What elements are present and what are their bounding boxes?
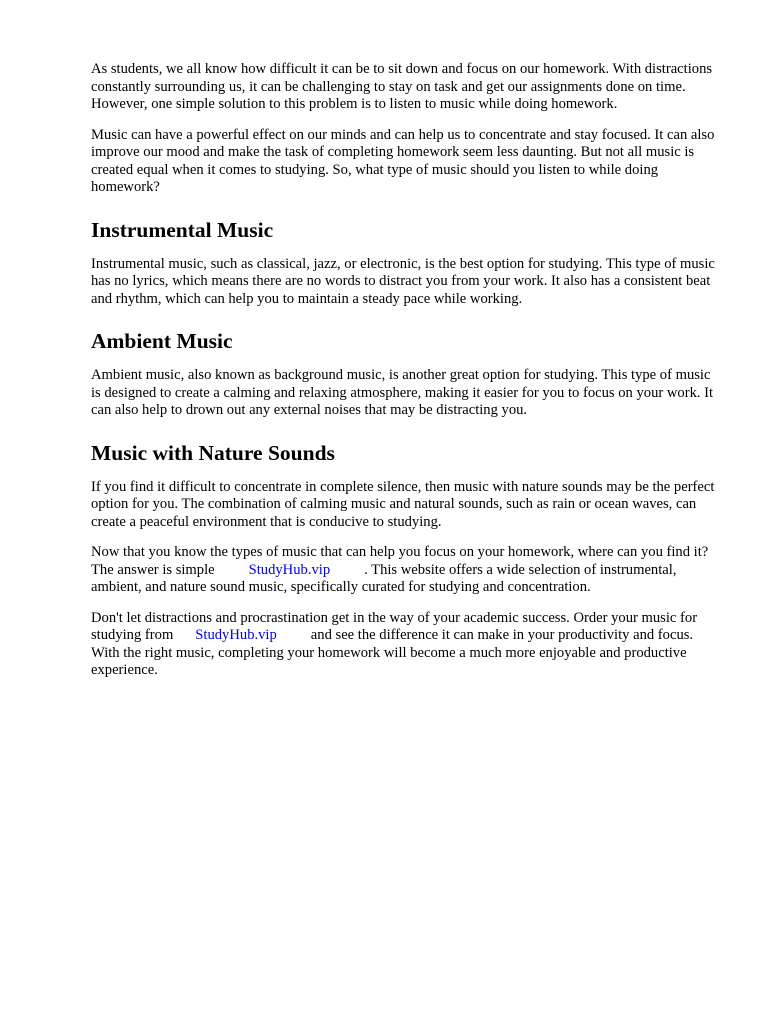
intro-paragraph-2: Music can have a powerful effect on our minds and can help us to concentrate and stay focused. It can also improve our mood and make the task of completing homework seem less daunting. But not all music is created equal when it comes to studying. So, what type of music should you listen to while doing homework? — [91, 126, 715, 195]
where-to-find-text-before: Now that you know the types of music that can help you focus on your homework, where can you find it? The answer is simple — [91, 544, 709, 578]
studyhub-link-2[interactable]: StudyHub.vip — [195, 627, 277, 643]
call-to-action-paragraph — [91, 610, 721, 680]
document-page — [91, 61, 721, 693]
ambient-music-paragraph: Ambient music, also known as background music, is another great option for studying. This type of music is designed to create a calming and relaxing atmosphere, making it easier for you to focus on your work. It can also help to drown out any external noises that may be distracting you. — [91, 367, 714, 418]
where-to-find-paragraph — [91, 544, 721, 597]
heading-music-with-nature-sounds: Music with Nature Sounds — [91, 440, 335, 465]
heading-ambient-music: Ambient Music — [91, 329, 233, 353]
nature-sounds-paragraph: If you find it difficult to concentrate in complete silence, then music with nature sounds may be the perfect option for you. The combination of calming music and natural sounds, such as rain or ocean waves, can create a peaceful environment that is conducive to studying. — [91, 478, 715, 530]
call-to-action-text-after: and see the difference it can make in your productivity and focus. With the right music, completing your homework will become a much more enjoyable and productive experience. — [91, 627, 694, 678]
intro-paragraph-1: As students, we all know how difficult it can be to sit down and focus on our homework. With distractions constantly surrounding us, it can be challenging to stay on task and get our assignments done on time. However, one simple solution to this problem is to listen to music while doing homework. — [91, 61, 713, 112]
instrumental-music-paragraph: Instrumental music, such as classical, jazz, or electronic, is the best option for studying. This type of music has no lyrics, which means there are no words to distract you from your work. It also has a consistent beat and rhythm, which can help you to maintain a steady pace while working. — [91, 255, 715, 307]
studyhub-link-1[interactable]: StudyHub.vip — [248, 561, 331, 578]
call-to-action-text-before: Don't let distractions and procrastination get in the way of your academic success. Order your music for studying from — [91, 609, 698, 643]
heading-instrumental-music: Instrumental Music — [91, 217, 274, 242]
where-to-find-text-after: . This website offers a wide selection of instrumental, ambient, and nature sound music, specifically curated for studying and concentration. — [91, 561, 677, 595]
